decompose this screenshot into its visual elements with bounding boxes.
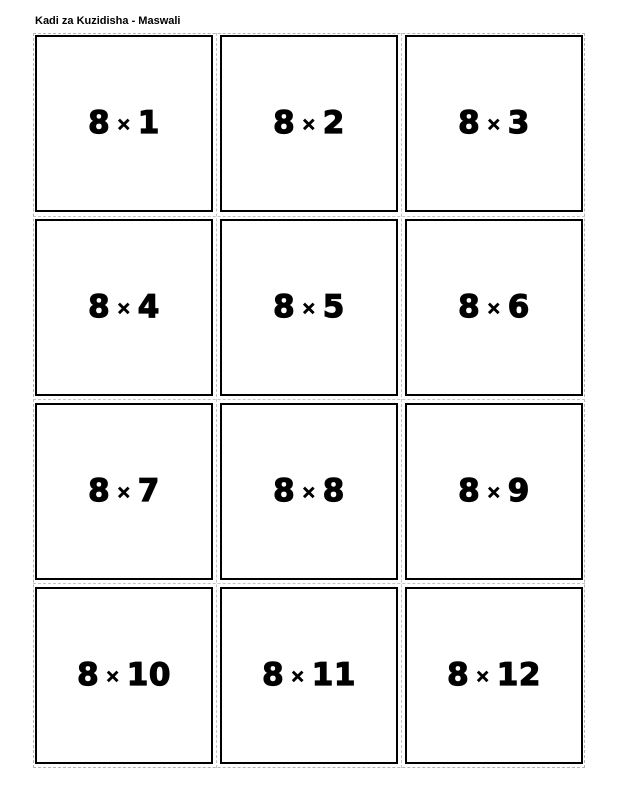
times-sign: × bbox=[116, 113, 132, 135]
multiplication-question bbox=[458, 289, 530, 325]
multiplication-question bbox=[88, 289, 160, 325]
flashcard bbox=[220, 403, 398, 580]
times-sign: × bbox=[290, 665, 306, 687]
multiplicand: 8 bbox=[458, 105, 481, 141]
times-sign: × bbox=[486, 297, 502, 319]
times-sign: × bbox=[486, 481, 502, 503]
flashcard-grid bbox=[35, 35, 583, 766]
flashcard bbox=[35, 35, 213, 212]
multiplier: 10 bbox=[126, 657, 171, 693]
multiplication-question bbox=[273, 289, 345, 325]
multiplier: 2 bbox=[322, 105, 345, 141]
multiplication-question bbox=[262, 657, 356, 693]
multiplication-question bbox=[273, 473, 345, 509]
multiplicand: 8 bbox=[88, 289, 111, 325]
multiplier: 8 bbox=[322, 473, 345, 509]
multiplier: 4 bbox=[137, 289, 160, 325]
flashcard bbox=[35, 403, 213, 580]
times-sign: × bbox=[301, 113, 317, 135]
multiplier: 9 bbox=[507, 473, 530, 509]
multiplier: 5 bbox=[322, 289, 345, 325]
times-sign: × bbox=[301, 297, 317, 319]
page-title: Kadi za Kuzidisha - Maswali bbox=[35, 15, 181, 27]
flashcard bbox=[220, 35, 398, 212]
flashcard bbox=[405, 35, 583, 212]
multiplier: 12 bbox=[496, 657, 541, 693]
times-sign: × bbox=[105, 665, 121, 687]
flashcard bbox=[35, 587, 213, 764]
multiplication-question bbox=[458, 105, 530, 141]
multiplier: 1 bbox=[137, 105, 160, 141]
flashcard bbox=[405, 587, 583, 764]
multiplier: 11 bbox=[311, 657, 356, 693]
multiplication-question bbox=[458, 473, 530, 509]
multiplicand: 8 bbox=[458, 473, 481, 509]
multiplicand: 8 bbox=[273, 473, 296, 509]
flashcard bbox=[35, 219, 213, 396]
flashcard bbox=[220, 219, 398, 396]
multiplication-question bbox=[88, 105, 160, 141]
multiplicand: 8 bbox=[77, 657, 100, 693]
flashcard bbox=[405, 403, 583, 580]
multiplicand: 8 bbox=[458, 289, 481, 325]
multiplicand: 8 bbox=[262, 657, 285, 693]
multiplicand: 8 bbox=[88, 473, 111, 509]
multiplier: 6 bbox=[507, 289, 530, 325]
times-sign: × bbox=[116, 297, 132, 319]
times-sign: × bbox=[301, 481, 317, 503]
multiplication-question bbox=[273, 105, 345, 141]
times-sign: × bbox=[116, 481, 132, 503]
multiplicand: 8 bbox=[88, 105, 111, 141]
multiplicand: 8 bbox=[447, 657, 470, 693]
multiplicand: 8 bbox=[273, 289, 296, 325]
multiplier: 7 bbox=[137, 473, 160, 509]
times-sign: × bbox=[475, 665, 491, 687]
multiplication-question bbox=[447, 657, 541, 693]
flashcard bbox=[405, 219, 583, 396]
multiplication-question bbox=[77, 657, 171, 693]
times-sign: × bbox=[486, 113, 502, 135]
multiplicand: 8 bbox=[273, 105, 296, 141]
flashcard bbox=[220, 587, 398, 764]
multiplication-question bbox=[88, 473, 160, 509]
multiplier: 3 bbox=[507, 105, 530, 141]
